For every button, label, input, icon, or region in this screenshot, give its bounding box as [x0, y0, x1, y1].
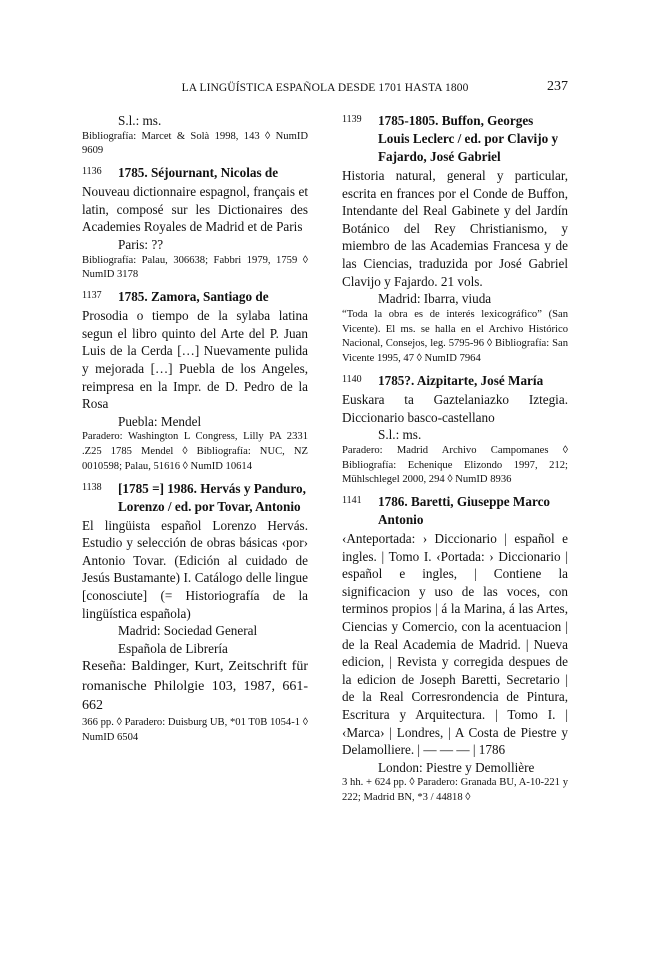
page-header	[82, 79, 568, 99]
entry-heading	[342, 493, 568, 529]
entry-number: 1139	[342, 114, 362, 125]
entry-1137	[82, 288, 308, 475]
entry-publication: London: Piestre y Demollière	[378, 759, 535, 775]
entry-publication: Puebla: Mendel	[118, 413, 202, 429]
entry-note: “Toda la obra es de interés lexicográfico” (San Vicente). El ms. se halla en el Archivo Histórico Nacional, Consejos, leg. 5795-96 ◊ Bibliografía: San Vicente 1995, 47 ◊ NumID 7964	[342, 308, 568, 365]
entry-1138	[82, 480, 308, 746]
entry-number: 1140	[342, 373, 362, 385]
entry-number: 1137	[82, 290, 102, 302]
entry-body: Prosodia o tiempo de la sylaba latina segun el libro quinto del Arte del P. Juan Luis de la Cerda […] Nuevamente pulida y mejorada […] Puebla de los Angeles, reimpresa en la Impr. de D. Pedro de la Rosa	[82, 308, 308, 412]
entry-body: Nouveau dictionnaire espagnol, français et latin, composé sur les Dictionaires des Academies Royales de Madrid et de Paris	[82, 184, 308, 235]
entry-heading	[82, 164, 308, 182]
entry-publication: S.l.: ms.	[378, 427, 422, 443]
entry-number: 1136	[82, 166, 102, 178]
entry-title: 1786. Baretti, Giuseppe Marco Antonio	[378, 494, 551, 528]
entry-note: Paradero: Washington L Congress, Lilly PA 2331 .Z25 1785 Mendel ◊ Bibliografía: NUC, NZ 0010598; Palau, 51616 ◊ NumID 10614	[82, 431, 308, 472]
entry-publication: Madrid: Sociedad General	[118, 623, 258, 639]
entry-publication: S.l.: ms.	[118, 113, 162, 128]
entry-1139	[342, 112, 568, 367]
entry-review: Reseña: Baldinger, Kurt, Zeitschrift für romanische Philolgie 103, 1987, 661-662	[82, 659, 308, 714]
entry-number: 1138	[82, 481, 102, 493]
entry-title: 1785. Séjournant, Nicolas de	[118, 165, 279, 181]
entry-1141	[342, 493, 568, 806]
entry-publication: Madrid: Ibarra, viuda	[378, 291, 492, 307]
entry-body: Euskara ta Gaztelaniazko Iztegia. Diccionario basco-castellano	[342, 391, 568, 425]
entry-body: El lingüista español Lorenzo Hervás. Estudio y selección de obras básicas ‹por› Antonio Tovar. (Edición al cuidado de Jesús Bustamante) I. Catálogo delle lingue [conosciute] (= Historiografía de la lingüística española)	[82, 517, 308, 621]
entry-note: 3 hh. + 624 pp. ◊ Paradero: Granada BU, A-10-221 y 222; Madrid BN, *3 / 44818 ◊	[342, 777, 568, 804]
entry-title: [1785 =] 1986. Hervás y Panduro, Lorenzo / ed. por Tovar, Antonio	[118, 480, 306, 514]
entry-heading	[342, 112, 568, 166]
left-column	[82, 112, 308, 751]
entry-note: Bibliografía: Palau, 306638; Fabbri 1979, 1759 ◊ NumID 3178	[82, 254, 308, 281]
entry-number: 1141	[342, 495, 362, 507]
entry-title: 1785-1805. Buffon, Georges Louis Leclerc / ed. por Clavijo y Fajardo, José Gabriel	[378, 113, 559, 164]
entry-1140	[342, 372, 568, 488]
entry-note: Bibliografía: Marcet & Solà 1998, 143 ◊ NumID 9609	[82, 130, 308, 157]
running-title: LA LINGÜÍSTICA ESPAÑOLA DESDE 1701 HASTA 1800	[181, 82, 469, 94]
entry-publication-cont: Española de Librería	[118, 640, 228, 656]
entry-note: 366 pp. ◊ Paradero: Duisburg UB, *01 T0B 1054-1 ◊ NumID 6504	[82, 716, 308, 743]
entry-publication: Paris: ??	[118, 236, 164, 252]
page-number: 237	[547, 79, 568, 94]
entry-1136	[82, 164, 308, 283]
entry-title: 1785. Zamora, Santiago de	[118, 289, 269, 305]
entry-continued	[82, 112, 308, 159]
entry-note: Paradero: Madrid Archivo Campomanes ◊ Bibliografía: Echenique Elizondo 1997, 212; Mühlschlegel 2000, 294 ◊ NumID 8936	[342, 444, 568, 486]
entry-heading	[342, 372, 568, 390]
entry-heading	[82, 288, 308, 306]
right-column	[342, 112, 568, 811]
entry-body: Historia natural, general y particular, escrita en frances por el Conde de Buffon, Intendante del Real Gabinete y del Jardín Botánico del Rey Christianismo, y miembro de las Academias Francesa y de las Ciencias, traduzida por José Gabriel Clavijo y Fajardo. 21 vols.	[342, 168, 568, 289]
entry-heading	[82, 480, 308, 516]
entry-title: 1785?. Aizpitarte, José María	[378, 372, 544, 388]
entry-body: ‹Anteportada: › Diccionario | español e ingles. | Tomo I. ‹Portada: › Diccionario | español e ingles, | Contiene la significacion y uso de las voces, con terminos propios | á la Marina, á las Artes, Ciencias y Comercio, con la acentuacion | de la Real Academia de Madrid. | Nueva edicion, | Revista y corregida despues de la edicion de Joseph Baretti, Secretario | de la Real Corresrondencia de Pintura, Escritura y Arquitectura. | Tomo I. | ‹Marca› | Londres, | A Costa de Piestre y Delamolliere. | — — — | 1786	[342, 531, 568, 758]
